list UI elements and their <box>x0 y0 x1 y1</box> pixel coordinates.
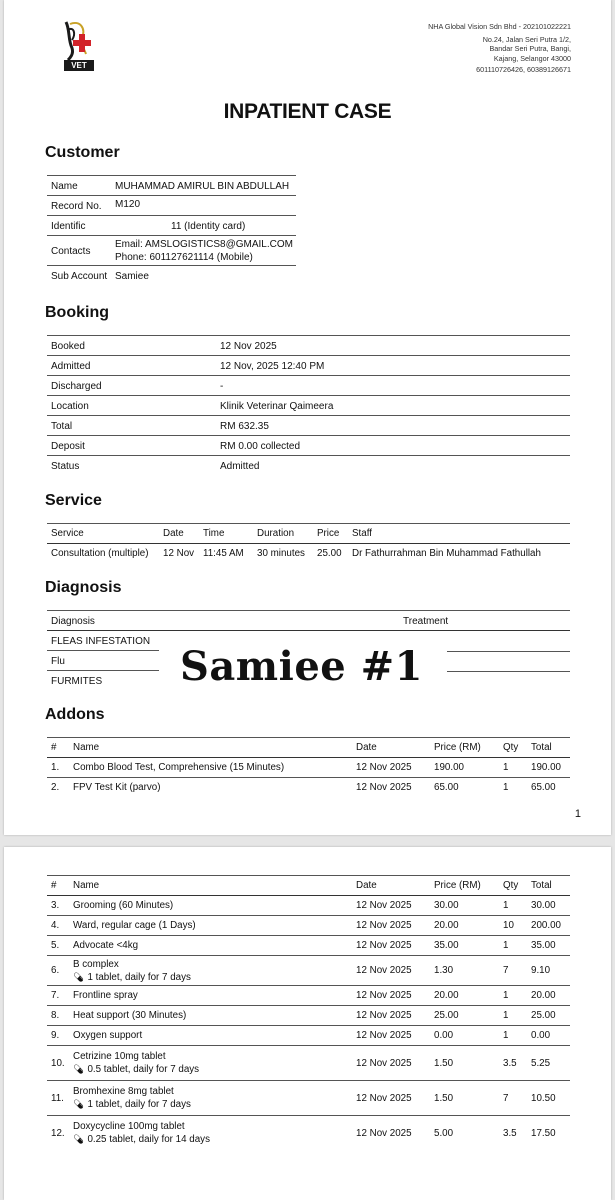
diagnosis-heading: Diagnosis <box>45 579 122 596</box>
addon-row: 3. Grooming (60 Minutes) 12 Nov 2025 30.00 1 30.00 <box>47 896 570 916</box>
company-address-2: Bandar Seri Putra, Bangi, <box>489 44 571 53</box>
customer-row-identification: Identific 11 (Identity card) <box>47 216 296 236</box>
booking-row: Status Admitted <box>51 461 260 472</box>
addon-row: 11. Bromhexine 8mg tablet 💊︎ 1 tablet, daily for 7 days 12 Nov 2025 1.50 7 10.50 <box>47 1081 570 1116</box>
company-address-1: No.24, Jalan Seri Putra 1/2, <box>482 34 571 44</box>
addon-row: 2. FPV Test Kit (parvo) 12 Nov 2025 65.00 1 65.00 <box>51 782 556 794</box>
overlay-annotation: Samiee #1 <box>180 643 423 690</box>
diagnosis-row: FLEAS INFESTATION <box>47 631 159 651</box>
company-name: NHA Global Vision Sdn Bhd - 202101022221 <box>428 22 571 31</box>
company-address-3: Kajang, Selangor 43000 <box>493 53 571 63</box>
booking-row: Total RM 632.35 <box>47 416 570 436</box>
addons-table-page2 <box>47 875 570 1151</box>
col-total: Total <box>531 876 570 896</box>
col-date: Date <box>163 524 203 544</box>
pill-icon: 💊︎ <box>73 1099 85 1109</box>
col-duration: Duration <box>257 524 317 544</box>
customer-table <box>47 175 296 285</box>
page-2 <box>4 847 611 1200</box>
booking-row: Location Klinik Veterinar Qaimeera <box>47 396 570 416</box>
booking-row: Booked 12 Nov 2025 <box>47 336 570 356</box>
booking-row: Admitted 12 Nov, 2025 12:40 PM <box>47 356 570 376</box>
service-heading: Service <box>45 492 102 509</box>
col-qty: Qty <box>503 738 531 758</box>
diagnosis-row: Flu <box>47 651 159 671</box>
booking-row: Deposit RM 0.00 collected <box>47 436 570 456</box>
company-info <box>341 22 571 75</box>
logo-text: VET <box>71 61 87 70</box>
clinic-logo <box>60 18 98 72</box>
pill-icon: 💊︎ <box>73 1064 85 1074</box>
addons-table-page1 <box>47 737 570 798</box>
addon-row: 8. Heat support (30 Minutes) 12 Nov 2025 25.00 1 25.00 <box>47 1006 570 1026</box>
service-table <box>47 523 570 564</box>
col-price: Price (RM) <box>434 738 503 758</box>
customer-row-contacts: Contacts Email: AMSLOGISTICS8@GMAIL.COM Phone: 601127621114 (Mobile) <box>47 236 296 266</box>
service-row: Consultation (multiple) 12 Nov 11:45 AM 30 minutes 25.00 Dr Fathurrahman Bin Muhammad Fathullah <box>51 548 541 560</box>
page-number: 1 <box>574 808 581 820</box>
addon-row: 12. Doxycycline 100mg tablet 💊︎ 0.25 tablet, daily for 14 days 12 Nov 2025 5.00 3.5 17.50 <box>51 1121 556 1146</box>
col-date: Date <box>356 876 434 896</box>
col-qty: Qty <box>503 876 531 896</box>
pill-icon: 💊︎ <box>73 971 85 982</box>
booking-table <box>47 335 570 476</box>
addons-heading: Addons <box>45 706 105 723</box>
addon-row: 1. Combo Blood Test, Comprehensive (15 Minutes) 12 Nov 2025 190.00 1 190.00 <box>47 758 570 778</box>
col-staff: Staff <box>352 524 570 544</box>
col-no: # <box>47 876 73 896</box>
col-no: # <box>47 738 73 758</box>
col-price: Price <box>317 524 352 544</box>
company-phones: 601110726426, 60389126671 <box>476 65 571 74</box>
customer-row-subaccount: Sub Account Samiee <box>51 271 149 282</box>
diagnosis-row: FURMITES <box>51 676 103 687</box>
addon-row: 9. Oxygen support 12 Nov 2025 0.00 1 0.00 <box>47 1026 570 1046</box>
diagnosis-header: Diagnosis Treatment <box>47 611 570 631</box>
col-total: Total <box>531 738 570 758</box>
addon-row: 10. Cetrizine 10mg tablet 💊︎ 0.5 tablet, daily for 7 days 12 Nov 2025 1.50 3.5 5.25 <box>47 1046 570 1081</box>
customer-heading: Customer <box>45 144 120 161</box>
page-1 <box>4 0 611 835</box>
col-service: Service <box>47 524 163 544</box>
col-date: Date <box>356 738 434 758</box>
col-time: Time <box>203 524 257 544</box>
customer-row-record: Record No. M120 <box>47 196 296 216</box>
col-name: Name <box>73 876 356 896</box>
customer-row-name: Name MUHAMMAD AMIRUL BIN ABDULLAH <box>47 176 296 196</box>
document-title: INPATIENT CASE <box>223 100 392 123</box>
pill-icon: 💊︎ <box>73 1134 85 1145</box>
addon-row: 7. Frontline spray 12 Nov 2025 20.00 1 20.00 <box>47 986 570 1006</box>
booking-row: Discharged - <box>47 376 570 396</box>
addon-row: 5. Advocate <4kg 12 Nov 2025 35.00 1 35.00 <box>47 936 570 956</box>
addon-row: 4. Ward, regular cage (1 Days) 12 Nov 2025 20.00 10 200.00 <box>47 916 570 936</box>
col-price: Price (RM) <box>434 876 503 896</box>
addon-row: 6. B complex 💊︎ 1 tablet, daily for 7 days 12 Nov 2025 1.30 7 9.10 <box>47 956 570 986</box>
booking-heading: Booking <box>45 304 109 321</box>
col-name: Name <box>73 738 356 758</box>
